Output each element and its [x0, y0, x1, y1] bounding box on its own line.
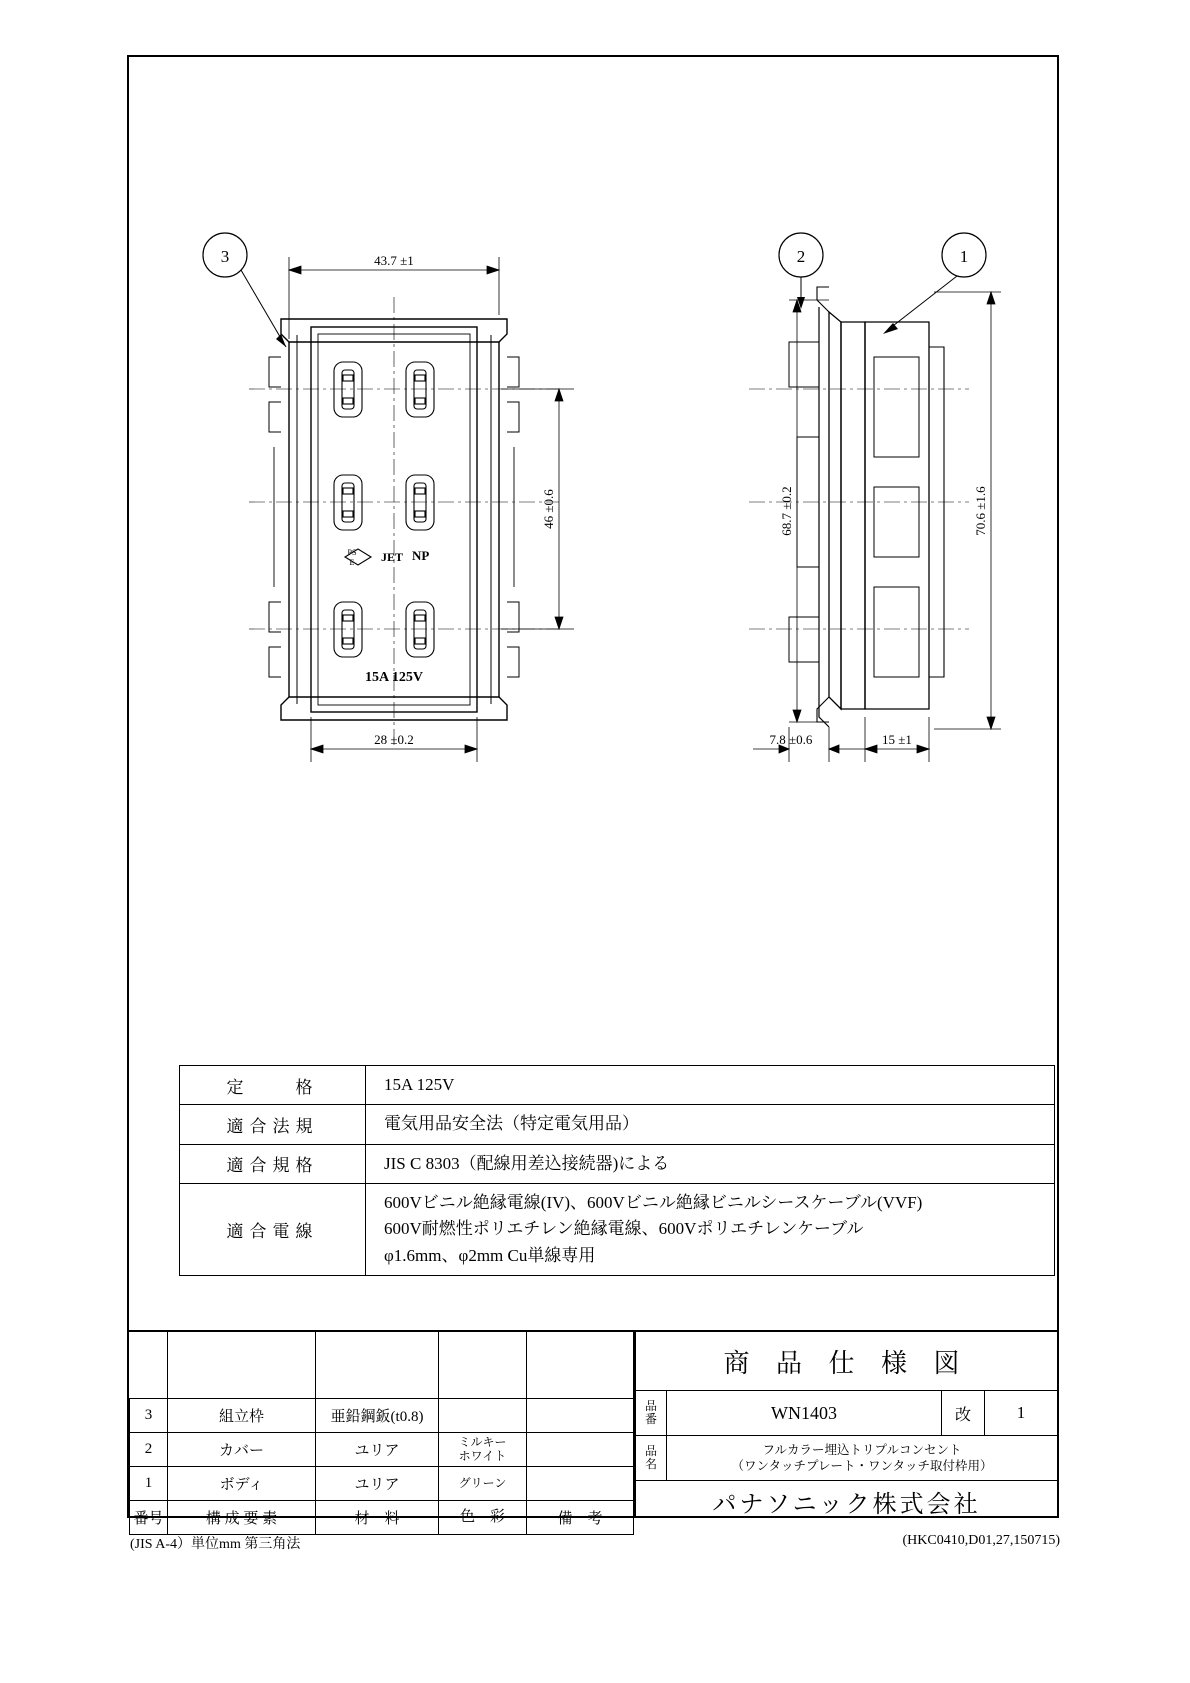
jet-mark-label: JET [381, 550, 404, 564]
parts-element-2: カバー [168, 1433, 316, 1467]
parts-remark-3 [527, 1399, 634, 1433]
parts-header-no: 番号 [130, 1501, 168, 1535]
parts-material-3: 亜鉛鋼鈑(t0.8) [316, 1399, 439, 1433]
dim-side-right-width: 15 ±1 [882, 732, 912, 747]
parts-row-blank-1 [130, 1332, 634, 1365]
technical-drawing-svg [129, 57, 1061, 1057]
parts-color-2: ミルキー ホワイト [439, 1433, 527, 1467]
spec-key-standard: 適合規格 [180, 1144, 366, 1183]
company-name: パナソニック株式会社 [712, 1491, 981, 1518]
spec-value-law: 電気用品安全法（特定電気用品） [366, 1105, 1055, 1144]
spec-row-standard [180, 1144, 1055, 1183]
spec-value-standard: JIS C 8303（配線用差込接続器)による [366, 1144, 1055, 1183]
spec-value-wire: 600Vビニル絶縁電線(IV)、600Vビニル絶縁ビニルシースケーブル(VVF) 600V耐燃性ポリエチレン絶縁電線、600Vポリエチレンケーブル φ1.6mm、φ2mm Cu単線専用 [366, 1184, 1055, 1276]
item-name-row [636, 1436, 1057, 1481]
sheet-title: 商 品 仕 様 図 [636, 1332, 1057, 1391]
title-block-right [634, 1332, 1057, 1516]
item-no-label: 品 番 [636, 1391, 667, 1435]
spec-key-wire: 適合電線 [180, 1184, 366, 1276]
parts-no-1: 1 [130, 1467, 168, 1501]
parts-row-3 [130, 1399, 634, 1433]
dim-front-bottom: 28 ±0.2 [374, 732, 414, 747]
parts-element-1: ボディ [168, 1467, 316, 1501]
parts-row-1 [130, 1467, 634, 1501]
spec-value-rating: 15A 125V [366, 1066, 1055, 1105]
parts-color-1: グリーン [439, 1467, 527, 1501]
parts-material-2: ユリア [316, 1433, 439, 1467]
parts-remark-2 [527, 1433, 634, 1467]
balloon-3-label: 3 [220, 247, 230, 266]
rev-label: 改 [941, 1391, 985, 1435]
balloon-1-label: 1 [959, 247, 969, 266]
item-name-value: フルカラー埋込トリプルコンセント （ワンタッチプレート・ワンタッチ取付枠用） [731, 1442, 993, 1473]
item-no-value: WN1403 [771, 1402, 837, 1423]
parts-header-row [130, 1501, 634, 1535]
spec-table [179, 1065, 1055, 1276]
parts-list [129, 1332, 634, 1527]
footer-left: (JIS A-4）単位mm 第三角法 [130, 1537, 301, 1552]
spec-row-law [180, 1105, 1055, 1144]
parts-no-2: 2 [130, 1433, 168, 1467]
sheet-footer [130, 1533, 1060, 1553]
rev-value: 1 [1016, 1403, 1026, 1422]
parts-row-2 [130, 1433, 634, 1467]
rating-print-label: 15A 125V [365, 670, 423, 685]
dim-side-left-height: 68.7 ±0.2 [779, 486, 794, 536]
parts-header-color: 色 彩 [439, 1501, 527, 1535]
parts-color-3 [439, 1399, 527, 1433]
parts-table [129, 1332, 634, 1535]
parts-header-remark: 備 考 [527, 1501, 634, 1535]
parts-material-1: ユリア [316, 1467, 439, 1501]
spec-row-rating [180, 1066, 1055, 1105]
np-mark-label: NP [412, 548, 430, 563]
parts-element-3: 組立枠 [168, 1399, 316, 1433]
dim-side-right-height: 70.6 ±1.6 [973, 486, 988, 536]
pse-mark-sub: E [349, 558, 355, 567]
dim-side-left-width: 7.8 ±0.6 [769, 732, 813, 747]
parts-header-material: 材 料 [316, 1501, 439, 1535]
dim-front-height: 46 ±0.6 [541, 489, 556, 529]
drawing-area [129, 57, 1057, 1057]
pse-mark-label: PS [347, 548, 357, 557]
item-name-label: 品 名 [636, 1436, 667, 1480]
spec-key-rating: 定 格 [180, 1066, 366, 1105]
drawing-sheet [127, 55, 1059, 1527]
balloon-2-label: 2 [796, 247, 806, 266]
parts-header-element: 構 成 要 素 [168, 1501, 316, 1535]
parts-no-3: 3 [130, 1399, 168, 1433]
item-no-row [636, 1391, 1057, 1436]
parts-remark-1 [527, 1467, 634, 1501]
footer-right: (HKC0410,D01,27,150715) [902, 1533, 1060, 1548]
title-block [129, 1330, 1057, 1527]
parts-row-blank-2 [130, 1365, 634, 1399]
spec-row-wire [180, 1184, 1055, 1276]
spec-key-law: 適合法規 [180, 1105, 366, 1144]
dim-front-width: 43.7 ±1 [374, 253, 414, 268]
